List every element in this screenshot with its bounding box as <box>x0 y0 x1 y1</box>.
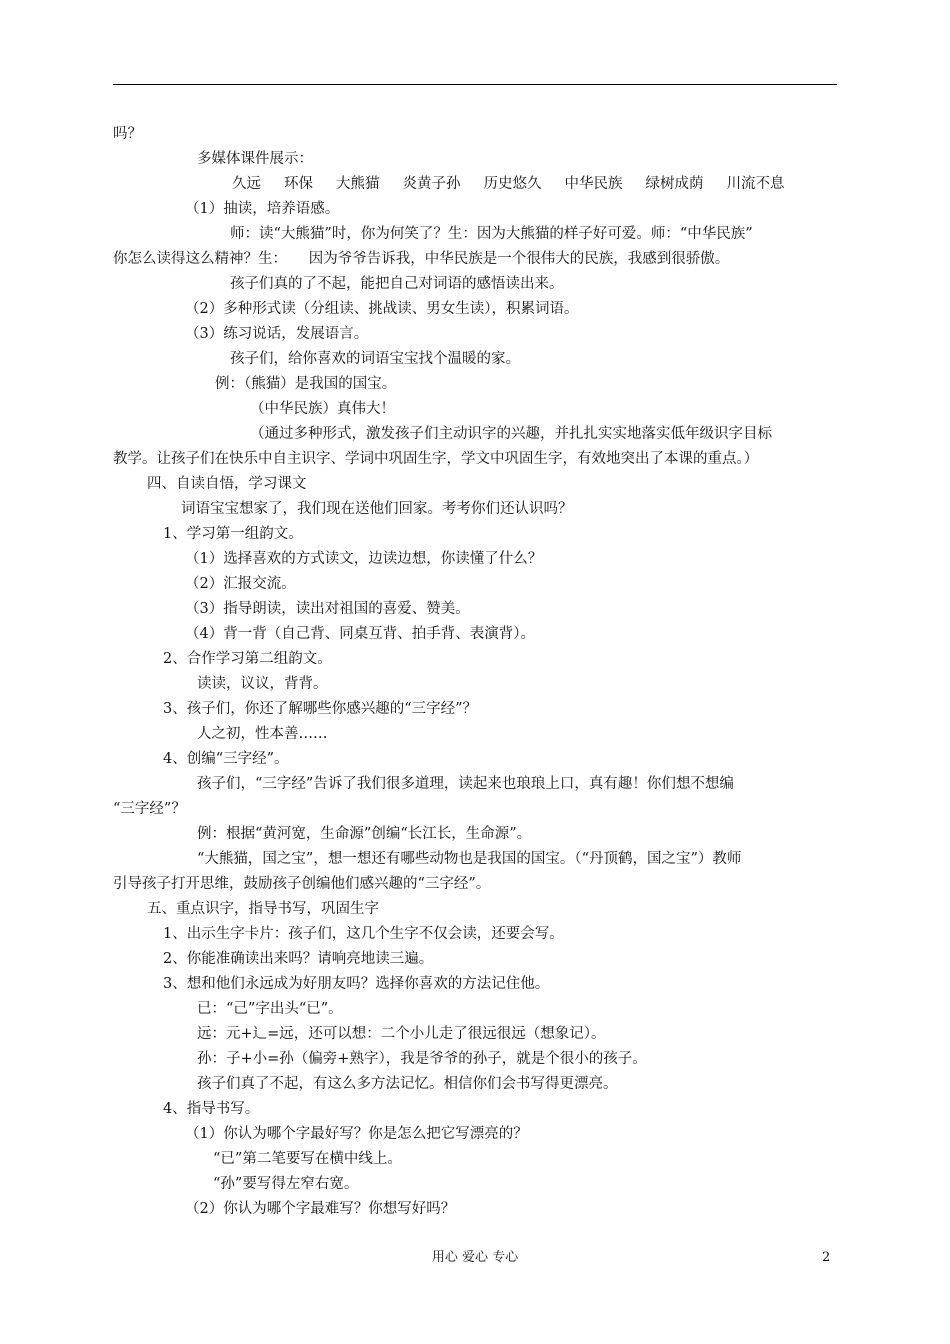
text-line: 吗？ <box>113 126 142 142</box>
text-line: “孙”要写得左窄右宽。 <box>213 1176 359 1192</box>
text-line: “三字经”？ <box>113 801 186 817</box>
word-item: 炎黄子孙 <box>402 176 461 192</box>
text-line: 2、你能准确读出来吗？请响亮地读三遍。 <box>163 951 434 967</box>
text-line: （3）练习说话，发展语言。 <box>185 326 369 342</box>
text-line: “大熊猫，国之宝”，想一想还有哪些动物也是我国的国宝。（“丹顶鹤，国之宝”）教师 <box>197 851 742 867</box>
text-line: 人之初，性本善…… <box>197 726 328 742</box>
word-item: 久远 <box>232 176 261 192</box>
text-line: 五、重点识字，指导书写，巩固生字 <box>147 901 379 917</box>
footer-text: 用心 爱心 专心 <box>431 1250 519 1265</box>
text-line: 孩子们真了不起，有这么多方法记忆。相信你们会书写得更漂亮。 <box>197 1076 618 1092</box>
text-line: 例：（熊猫）是我国的国宝。 <box>215 376 397 392</box>
text-line: 读读，议议，背背。 <box>197 676 328 692</box>
word-item: 中华民族 <box>564 176 623 192</box>
text-line: 4、创编“三字经”。 <box>163 751 289 767</box>
header-rule <box>113 84 837 85</box>
text-line: 教学。让孩子们在快乐中自主识字、学词中巩固生字，学文中巩固生字，有效地突出了本课的重点。） <box>113 451 759 467</box>
text-line: （2）多种形式读（分组读、挑战读、男女生读），积累词语。 <box>185 301 579 317</box>
text-line: （中华民族）真伟大！ <box>250 401 395 417</box>
text-line: 3、想和他们永远成为好朋友吗？选择你喜欢的方法记住他。 <box>163 976 550 992</box>
word-list <box>113 172 839 197</box>
word-item: 大熊猫 <box>336 176 380 192</box>
text-line: 孩子们真的了不起，能把自己对词语的感悟读出来。 <box>230 276 564 292</box>
text-line: “已”第二笔要写在横中线上。 <box>213 1151 402 1167</box>
page-number: 2 <box>822 1250 831 1265</box>
text-line: 词语宝宝想家了，我们现在送他们回家。考考你们还认识吗？ <box>181 501 573 517</box>
text-line: （1）抽读，培养语感。 <box>185 201 340 217</box>
text-line: 孩子们，给你喜欢的词语宝宝找个温暖的家。 <box>230 351 520 367</box>
text-line: 4、指导书写。 <box>163 1101 260 1117</box>
text-line: （1）选择喜欢的方式读文，边读边想，你读懂了什么？ <box>185 551 543 567</box>
word-item: 历史悠久 <box>483 176 542 192</box>
text-line: 师：读“大熊猫”时，你为何笑了？生：因为大熊猫的样子好可爱。师：“中华民族” <box>230 226 753 242</box>
text-line: 已：“己”字出头“已”。 <box>197 1001 343 1017</box>
text-line: 孙：子+小=孙（偏旁+熟字），我是爷爷的孙子，就是个很小的孩子。 <box>197 1051 647 1067</box>
text-line: 远：元+辶=远，还可以想：二个小儿走了很远很远（想象记）。 <box>197 1026 606 1042</box>
text-line: 3、孩子们，你还了解哪些你感兴趣的“三字经”？ <box>163 701 478 717</box>
text-line: 引导孩子打开思维，鼓励孩子创编他们感兴趣的“三字经”。 <box>113 876 491 892</box>
word-item: 绿树成荫 <box>645 176 704 192</box>
text-line: 多媒体课件展示： <box>197 151 313 167</box>
text-line: （3）指导朗读，读出对祖国的喜爱、赞美。 <box>185 601 470 617</box>
text-line: （2）汇报交流。 <box>185 576 296 592</box>
text-line: 你怎么读得这么精神？生： 因为爷爷告诉我，中华民族是一个很伟大的民族，我感到很骄傲。 <box>113 251 730 267</box>
text-line: 1、出示生字卡片：孩子们，这几个生字不仅会读，还要会写。 <box>163 926 564 942</box>
text-line: 孩子们，“三字经”告诉了我们很多道理，读起来也琅琅上口，真有趣！你们想不想编 <box>197 776 734 792</box>
text-line: 例：根据“黄河宽，生命源”创编“长江长，生命源”。 <box>197 826 532 842</box>
text-line: （4）背一背（自己背、同桌互背、拍手背、表演背）。 <box>185 626 535 642</box>
text-line: 2、合作学习第二组韵文。 <box>163 651 332 667</box>
word-item: 环保 <box>284 176 313 192</box>
text-line: （1）你认为哪个字最好写？你是怎么把它写漂亮的？ <box>185 1126 528 1142</box>
text-line: （通过多种形式，激发孩子们主动识字的兴趣，并扎扎实实地落实低年级识字目标 <box>250 426 772 442</box>
text-line: 四、自读自悟，学习课文 <box>147 476 307 492</box>
word-item: 川流不息 <box>726 176 785 192</box>
text-line: （2）你认为哪个字最难写？你想写好吗？ <box>185 1201 456 1217</box>
document-body <box>113 122 839 1222</box>
text-line: 1、学习第一组韵文。 <box>163 526 303 542</box>
